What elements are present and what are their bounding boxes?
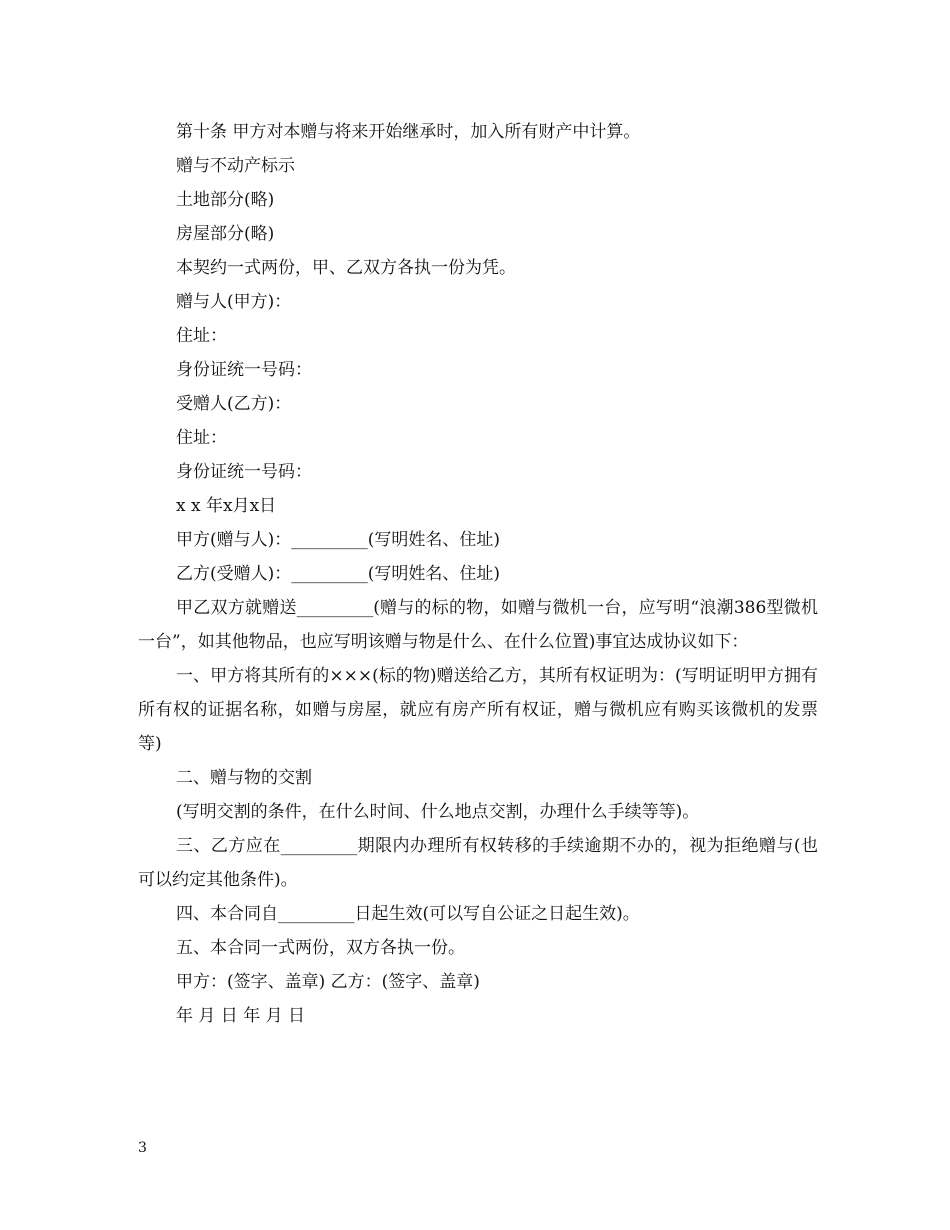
paragraph-house: 房屋部分(略)	[176, 224, 275, 244]
paragraph-article-10: 第十条 甲方对本赠与将来开始继承时，加入所有财产中计算。	[176, 122, 641, 142]
document-body	[138, 115, 818, 1033]
paragraph-donor-id: 身份证统一号码：	[176, 360, 312, 380]
paragraph-signatures: 甲方：(签字、盖章) 乙方：(签字、盖章)	[176, 972, 480, 992]
paragraph-clause-3: 三、乙方应在_________期限内办理所有权转移的手续逾期不办的，视为拒绝赠与(也可以约定其他条件)。	[138, 836, 818, 890]
paragraph-date: x x 年x月x日	[176, 496, 277, 516]
page-number: 3	[138, 1140, 147, 1156]
paragraph-clause-1: 一、甲方将其所有的×××(标的物)赠送给乙方，其所有权证明为：(写明证明甲方拥有所有权的证据名称，如赠与房屋，就应有房产所有权证，赠与微机应有购买该微机的发票等)	[138, 666, 818, 754]
paragraph-land: 土地部分(略)	[176, 190, 275, 210]
paragraph-signature-dates: 年 月 日 年 月 日	[176, 1006, 306, 1026]
paragraph-property-title: 赠与不动产标示	[176, 156, 295, 176]
paragraph-donor-address: 住址：	[176, 326, 227, 346]
paragraph-clause-4: 四、本合同自_________日起生效(可以写自公证之日起生效)。	[176, 904, 640, 924]
paragraph-party-a: 甲方(赠与人)：_________(写明姓名、住址)	[176, 530, 501, 550]
paragraph-donor: 赠与人(甲方)：	[176, 292, 292, 312]
paragraph-clause-2-detail: (写明交割的条件，在什么时间、什么地点交割，办理什么手续等等)。	[176, 802, 700, 822]
paragraph-donee: 受赠人(乙方)：	[176, 394, 292, 414]
paragraph-clause-5: 五、本合同一式两份，双方各执一份。	[176, 938, 465, 958]
paragraph-donee-id: 身份证统一号码：	[176, 462, 312, 482]
paragraph-party-b: 乙方(受赠人)：_________(写明姓名、住址)	[176, 564, 501, 584]
paragraph-clause-2: 二、赠与物的交割	[176, 768, 312, 788]
paragraph-copies: 本契约一式两份，甲、乙双方各执一份为凭。	[176, 258, 516, 278]
paragraph-donee-address: 住址：	[176, 428, 227, 448]
paragraph-agreement-intro: 甲乙双方就赠送_________(赠与的标的物，如赠与微机一台，应写明“浪潮386型微机一台”，如其他物品，也应写明该赠与物是什么、在什么位置)事宜达成协议如下：	[138, 598, 818, 652]
